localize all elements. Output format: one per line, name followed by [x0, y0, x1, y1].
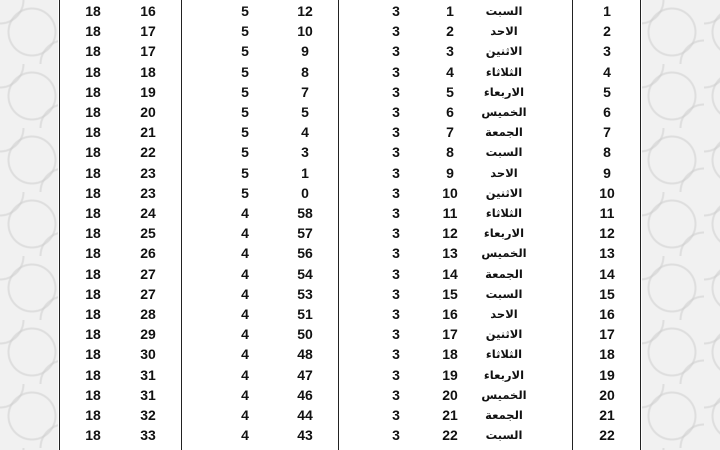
- cell-day-name: الاربعاء: [483, 226, 525, 241]
- cell-col4: 43: [297, 427, 313, 444]
- cell-col6: 3: [446, 43, 454, 60]
- cell-row-number: 5: [603, 83, 611, 100]
- cell-day-name: الاثنين: [485, 327, 523, 342]
- cell-col2: 26: [140, 245, 156, 262]
- cell-row-number: 19: [599, 366, 615, 383]
- cell-col2: 17: [140, 23, 156, 40]
- cell-col3: 4: [241, 285, 249, 302]
- cell-day-name: الثلاثاء: [485, 64, 523, 79]
- cell-col5: 3: [392, 205, 400, 221]
- cell-col4: 44: [297, 407, 313, 423]
- table-row: [0, 425, 720, 445]
- table-row: [0, 243, 720, 263]
- cell-col4: 46: [297, 386, 313, 403]
- cell-col5: 3: [392, 386, 400, 403]
- table-row: [0, 304, 720, 324]
- cell-col3: 5: [241, 144, 249, 161]
- cell-col1: 18: [85, 83, 101, 100]
- cell-col2: 27: [140, 285, 156, 302]
- cell-col3: 5: [241, 104, 249, 120]
- cell-col4: 56: [297, 245, 313, 262]
- cell-col3: 4: [241, 407, 249, 423]
- cell-col6: 13: [442, 245, 458, 262]
- table-row: [0, 122, 720, 142]
- cell-col4: 9: [301, 43, 309, 60]
- cell-col6: 9: [446, 164, 454, 181]
- cell-col3: 5: [241, 63, 249, 80]
- cell-col2: 31: [140, 366, 156, 383]
- cell-day-name: الاربعاء: [483, 84, 525, 99]
- cell-day-name: السبت: [485, 286, 523, 301]
- cell-day-name: السبت: [485, 4, 523, 18]
- cell-col1: 18: [85, 285, 101, 302]
- cell-col4: 57: [297, 225, 313, 242]
- cell-col5: 3: [392, 164, 400, 181]
- table-row: [0, 102, 720, 122]
- cell-col1: 18: [85, 386, 101, 403]
- cell-row-number: 4: [603, 63, 611, 80]
- cell-row-number: 18: [599, 346, 615, 363]
- cell-col5: 3: [392, 124, 400, 141]
- cell-day-name: الاربعاء: [483, 367, 525, 382]
- cell-col2: 32: [140, 407, 156, 423]
- cell-col2: 21: [140, 124, 156, 141]
- cell-col3: 5: [241, 43, 249, 60]
- cell-col2: 25: [140, 225, 156, 242]
- cell-col1: 18: [85, 124, 101, 141]
- cell-col1: 18: [85, 144, 101, 161]
- cell-col5: 3: [392, 407, 400, 423]
- cell-col2: 30: [140, 346, 156, 363]
- cell-col1: 18: [85, 184, 101, 201]
- table-row: [0, 41, 720, 61]
- cell-col2: 23: [140, 184, 156, 201]
- cell-col5: 3: [392, 265, 400, 282]
- cell-col5: 3: [392, 104, 400, 120]
- cell-col3: 4: [241, 427, 249, 444]
- cell-col4: 53: [297, 285, 313, 302]
- cell-row-number: 12: [599, 225, 615, 242]
- cell-col3: 5: [241, 83, 249, 100]
- cell-day-name: الجمعة: [485, 125, 523, 140]
- cell-day-name: السبت: [485, 145, 523, 160]
- table-row: [0, 21, 720, 41]
- cell-col5: 3: [392, 83, 400, 100]
- cell-col4: 0: [301, 184, 309, 201]
- cell-col2: 16: [140, 3, 156, 19]
- table-row: [0, 62, 720, 82]
- cell-col1: 18: [85, 326, 101, 343]
- cell-col6: 18: [442, 346, 458, 363]
- cell-row-number: 20: [599, 386, 615, 403]
- cell-day-name: الثلاثاء: [485, 206, 523, 220]
- cell-col6: 4: [446, 63, 454, 80]
- cell-col6: 14: [442, 265, 458, 282]
- cell-col1: 18: [85, 346, 101, 363]
- cell-col2: 17: [140, 43, 156, 60]
- cell-col3: 5: [241, 124, 249, 141]
- cell-col4: 47: [297, 366, 313, 383]
- cell-col4: 48: [297, 346, 313, 363]
- cell-col2: 29: [140, 326, 156, 343]
- cell-col5: 3: [392, 225, 400, 242]
- cell-col3: 4: [241, 386, 249, 403]
- cell-row-number: 15: [599, 285, 615, 302]
- cell-col2: 19: [140, 83, 156, 100]
- cell-col2: 27: [140, 265, 156, 282]
- cell-row-number: 1: [603, 3, 611, 19]
- cell-row-number: 3: [603, 43, 611, 60]
- cell-col1: 18: [85, 63, 101, 80]
- table-row: [0, 1, 720, 21]
- cell-row-number: 13: [599, 245, 615, 262]
- cell-col6: 20: [442, 386, 458, 403]
- cell-col2: 22: [140, 144, 156, 161]
- cell-col2: 23: [140, 164, 156, 181]
- table-row: [0, 405, 720, 425]
- cell-row-number: 2: [603, 23, 611, 40]
- cell-day-name: السبت: [485, 428, 523, 443]
- cell-col3: 5: [241, 184, 249, 201]
- cell-col1: 18: [85, 164, 101, 181]
- cell-col4: 12: [297, 3, 313, 19]
- cell-col4: 54: [297, 265, 313, 282]
- cell-row-number: 10: [599, 184, 615, 201]
- table-row: [0, 163, 720, 183]
- table-row: [0, 82, 720, 102]
- cell-col3: 4: [241, 306, 249, 322]
- cell-row-number: 7: [603, 124, 611, 141]
- cell-col3: 5: [241, 3, 249, 19]
- cell-col5: 3: [392, 144, 400, 161]
- cell-col3: 5: [241, 23, 249, 40]
- cell-col4: 8: [301, 63, 309, 80]
- cell-row-number: 21: [599, 407, 615, 423]
- cell-col1: 18: [85, 245, 101, 262]
- cell-col6: 19: [442, 366, 458, 383]
- cell-col6: 11: [442, 205, 458, 221]
- cell-col5: 3: [392, 427, 400, 444]
- cell-col2: 33: [140, 427, 156, 444]
- table-row: [0, 223, 720, 243]
- cell-col4: 7: [301, 83, 309, 100]
- cell-col3: 4: [241, 265, 249, 282]
- table-row: [0, 344, 720, 364]
- cell-col4: 58: [297, 205, 313, 221]
- cell-col5: 3: [392, 43, 400, 60]
- cell-col4: 50: [297, 326, 313, 343]
- cell-row-number: 16: [599, 306, 615, 322]
- cell-row-number: 9: [603, 164, 611, 181]
- cell-col3: 5: [241, 164, 249, 181]
- cell-col6: 2: [446, 23, 454, 40]
- cell-col1: 18: [85, 407, 101, 423]
- cell-col4: 10: [297, 23, 313, 40]
- cell-col4: 1: [301, 164, 309, 181]
- table-row: [0, 365, 720, 385]
- cell-col1: 18: [85, 265, 101, 282]
- cell-col1: 18: [85, 23, 101, 40]
- cell-col1: 18: [85, 306, 101, 322]
- cell-col6: 22: [442, 427, 458, 444]
- cell-col3: 4: [241, 245, 249, 262]
- cell-col5: 3: [392, 245, 400, 262]
- cell-col5: 3: [392, 285, 400, 302]
- cell-col1: 18: [85, 104, 101, 120]
- cell-col2: 18: [140, 63, 156, 80]
- cell-day-name: الاحد: [490, 307, 518, 321]
- cell-day-name: الاثنين: [485, 185, 523, 200]
- cell-col4: 51: [297, 306, 313, 322]
- cell-col6: 7: [446, 124, 454, 141]
- cell-col3: 4: [241, 326, 249, 343]
- cell-day-name: الثلاثاء: [485, 347, 523, 362]
- cell-row-number: 22: [599, 427, 615, 444]
- cell-col3: 4: [241, 225, 249, 242]
- cell-col2: 31: [140, 386, 156, 403]
- cell-col2: 24: [140, 205, 156, 221]
- cell-col6: 12: [442, 225, 458, 242]
- cell-col3: 4: [241, 366, 249, 383]
- cell-day-name: الخميس: [481, 246, 527, 261]
- table-row: [0, 284, 720, 304]
- cell-col6: 8: [446, 144, 454, 161]
- cell-col5: 3: [392, 306, 400, 322]
- cell-col6: 1: [446, 3, 454, 19]
- cell-row-number: 17: [599, 326, 615, 343]
- cell-col1: 18: [85, 225, 101, 242]
- cell-day-name: الاحد: [490, 165, 518, 180]
- cell-col5: 3: [392, 184, 400, 201]
- cell-col5: 3: [392, 326, 400, 343]
- cell-col5: 3: [392, 3, 400, 19]
- table-row: [0, 324, 720, 344]
- table-row: [0, 203, 720, 223]
- table-row: [0, 385, 720, 405]
- cell-row-number: 14: [599, 265, 615, 282]
- cell-col1: 18: [85, 366, 101, 383]
- cell-day-name: الخميس: [481, 105, 527, 119]
- cell-col5: 3: [392, 23, 400, 40]
- cell-col1: 18: [85, 427, 101, 444]
- cell-row-number: 6: [603, 104, 611, 120]
- cell-day-name: الجمعة: [485, 408, 523, 422]
- cell-day-name: الاثنين: [485, 44, 523, 59]
- cell-col6: 10: [442, 184, 458, 201]
- table-row: [0, 183, 720, 203]
- cell-col6: 16: [442, 306, 458, 322]
- cell-col4: 5: [301, 104, 309, 120]
- cell-col6: 6: [446, 104, 454, 120]
- cell-col5: 3: [392, 63, 400, 80]
- cell-col4: 4: [301, 124, 309, 141]
- cell-row-number: 8: [603, 144, 611, 161]
- cell-col5: 3: [392, 366, 400, 383]
- cell-col1: 18: [85, 205, 101, 221]
- table-row: [0, 264, 720, 284]
- table-row: [0, 142, 720, 162]
- cell-col2: 20: [140, 104, 156, 120]
- cell-col6: 5: [446, 83, 454, 100]
- cell-col1: 18: [85, 3, 101, 19]
- cell-col3: 4: [241, 205, 249, 221]
- cell-col6: 15: [442, 285, 458, 302]
- cell-day-name: الاحد: [490, 24, 518, 39]
- cell-col3: 4: [241, 346, 249, 363]
- cell-col2: 28: [140, 306, 156, 322]
- cell-day-name: الجمعة: [485, 266, 523, 281]
- cell-col1: 18: [85, 43, 101, 60]
- cell-col6: 21: [442, 407, 458, 423]
- cell-col6: 17: [442, 326, 458, 343]
- cell-col4: 3: [301, 144, 309, 161]
- cell-col5: 3: [392, 346, 400, 363]
- cell-day-name: الخميس: [481, 387, 527, 402]
- cell-row-number: 11: [599, 205, 615, 221]
